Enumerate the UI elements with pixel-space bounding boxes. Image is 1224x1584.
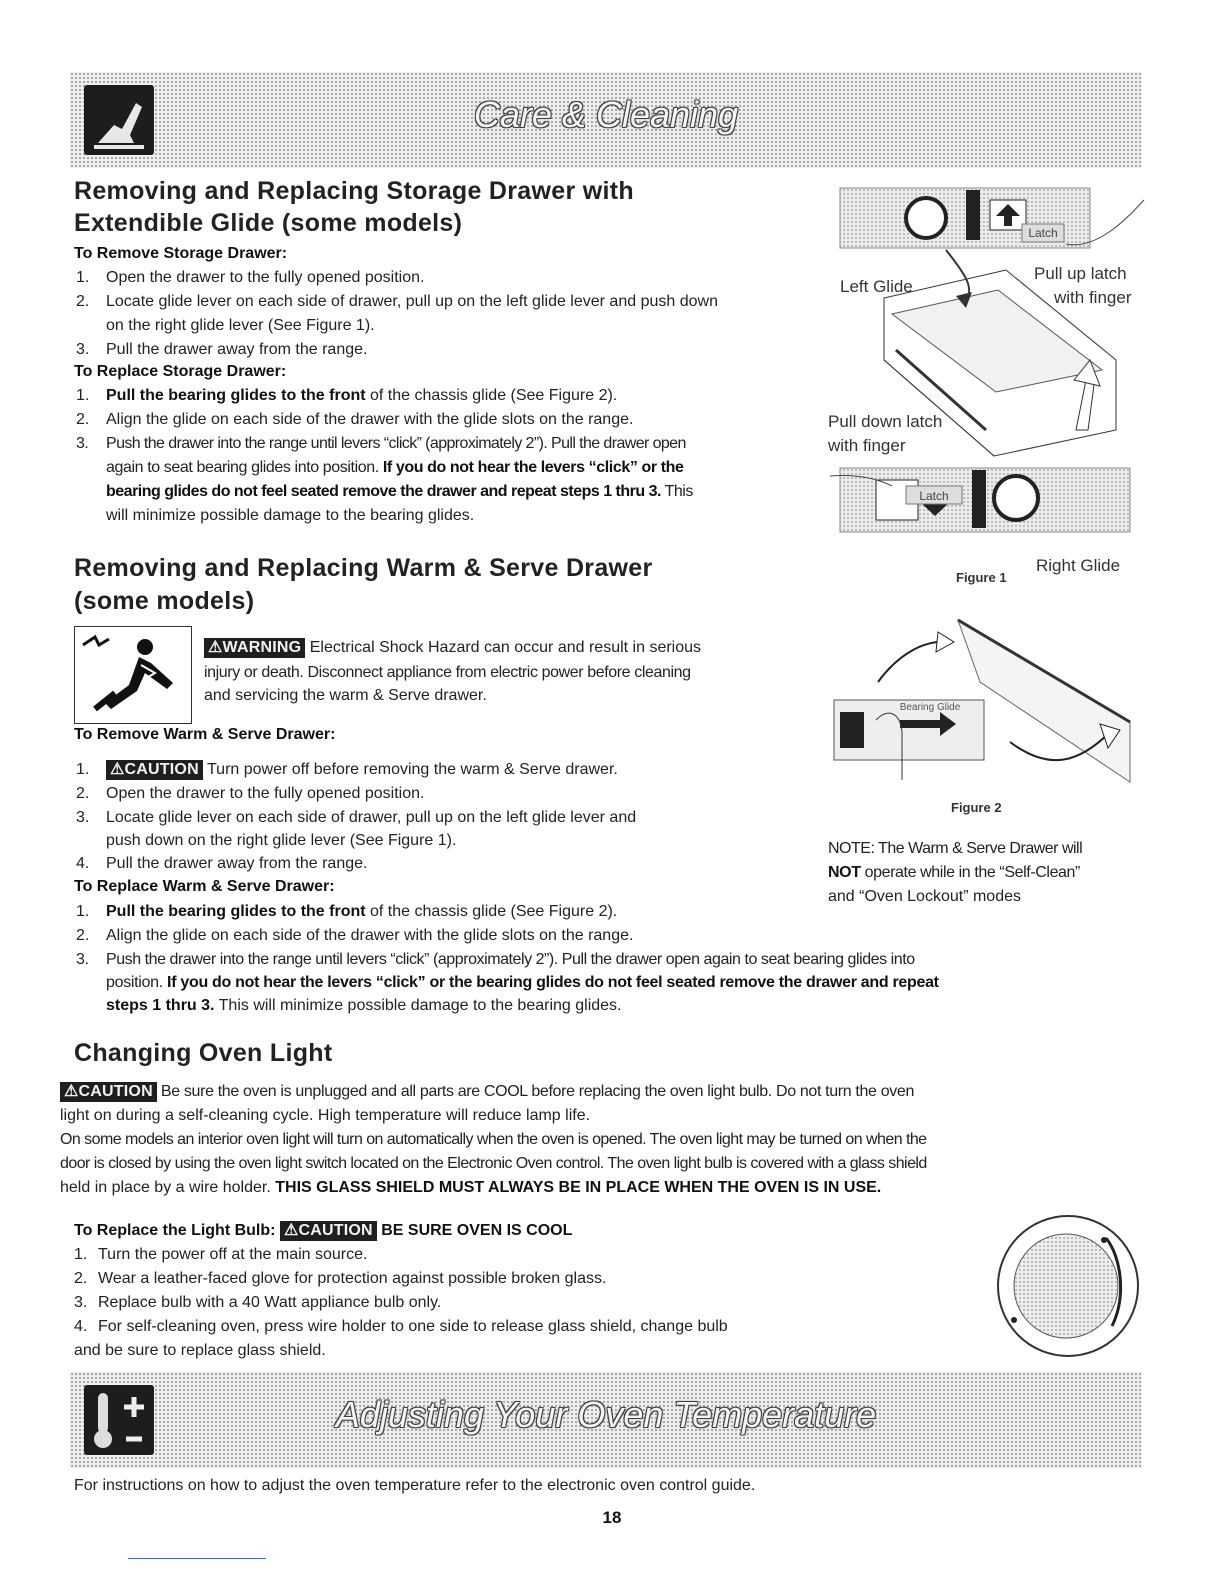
light-para-3: held in place by a wire holder. THIS GLASS SHIELD MUST ALWAYS BE IN PLACE WHEN THE OVEN IS IN USE. (60, 1179, 882, 1196)
storage-replace-step-3: 3. Push the drawer into the range until levers “click” (approximately 2”). Pull the drawer open (76, 435, 686, 452)
warm-remove-step-3: 3. Locate glide lever on each side of drawer, pull up on the left glide lever and (76, 809, 637, 826)
warm-replace-step-3: 3. Push the drawer into the range until levers “click” (approximately 2”). Pull the drawer open again to seat bearing glides into (76, 951, 915, 968)
latch-label-bottom: Latch (919, 489, 949, 503)
storage-heading-2: Extendible Glide (some models) (74, 209, 463, 237)
light-heading: Changing Oven Light (74, 1039, 333, 1067)
light-step-2: 2. Wear a leather-faced glove for protection against possible broken glass. (74, 1270, 607, 1287)
warm-remove-title: To Remove Warm & Serve Drawer: (74, 726, 336, 743)
figure-2-note-1: NOTE: The Warm & Serve Drawer will (828, 840, 1083, 857)
warm-heading-2: (some models) (74, 587, 255, 615)
figure-2-note-3: and “Oven Lockout” modes (828, 888, 1021, 905)
storage-remove-step: 2. Locate glide lever on each side of drawer, pull up on the left glide lever and push down (76, 293, 718, 310)
light-step-3: 3. Replace bulb with a 40 Watt appliance bulb only. (74, 1294, 442, 1311)
figure-1-pull-down-label-2: with finger (828, 436, 906, 455)
shock-hazard-icon (74, 626, 192, 724)
warning-line-3: and servicing the warm & Serve drawer. (204, 687, 487, 704)
warm-replace-step-2: 2. Align the glide on each side of the drawer with the glide slots on the range. (76, 927, 634, 944)
figure-2-drawing (830, 612, 1146, 792)
caution-badge: ⚠CAUTION (60, 1082, 157, 1102)
storage-replace-title: To Replace Storage Drawer: (74, 363, 287, 380)
section-title-care-cleaning: Care & Cleaning (473, 94, 739, 135)
warm-replace-step-3-cont: position. If you do not hear the levers “click” or the bearing glides do not feel seated remove the drawer and repeat (106, 974, 939, 991)
light-caution-1: ⚠CAUTION Be sure the oven is unplugged and all parts are COOL before replacing the oven light bulb. Do not turn the oven (60, 1082, 914, 1102)
caution-badge: ⚠CAUTION (280, 1221, 377, 1241)
storage-remove-step: 3. Pull the drawer away from the range. (76, 341, 368, 358)
warm-heading-1: Removing and Replacing Warm & Serve Drawer (74, 554, 653, 582)
light-bulb-shield-icon (994, 1208, 1144, 1362)
warning-line-2: injury or death. Disconnect appliance from electric power before cleaning (204, 664, 691, 681)
storage-remove-step: 1. Open the drawer to the fully opened position. (76, 269, 425, 286)
warning-badge: ⚠WARNING (204, 638, 305, 658)
storage-replace-step-3-cont: will minimize possible damage to the bearing glides. (106, 507, 475, 524)
light-replace-heading: To Replace the Light Bulb: ⚠CAUTION BE SURE OVEN IS COOL (74, 1222, 573, 1239)
warm-remove-step-2: 2. Open the drawer to the fully opened position. (76, 785, 425, 802)
section-title-oven-temperature: Adjusting Your Oven Temperature (335, 1394, 877, 1435)
figure-1-left-glide-label: Left Glide (840, 277, 913, 296)
light-step-1: 1. Turn the power off at the main source. (74, 1246, 368, 1263)
oven-temperature-banner (70, 1372, 1142, 1468)
warning-line-1: ⚠WARNING Electrical Shock Hazard can occur and result in serious (204, 638, 701, 658)
storage-remove-title: To Remove Storage Drawer: (74, 245, 288, 262)
warm-remove-step-1: 1. ⚠CAUTION Turn power off before removing the warm & Serve drawer. (76, 761, 618, 778)
bearing-glide-label: Bearing Glide (899, 702, 961, 713)
figure-1 (826, 180, 1146, 590)
storage-remove-step: on the right glide lever (See Figure 1). (106, 317, 375, 334)
light-caution-2: light on during a self-cleaning cycle. High temperature will reduce lamp life. (60, 1107, 591, 1124)
page-number: 18 (602, 1508, 622, 1527)
light-para-1: On some models an interior oven light will turn on automatically when the oven is opened. The oven light may be turned on when the (60, 1131, 927, 1148)
storage-replace-step-2: 2. Align the glide on each side of the drawer with the glide slots on the range. (76, 411, 634, 428)
warm-remove-step-3-cont: push down on the right glide lever (See Figure 1). (106, 832, 457, 849)
light-step-4: 4. For self-cleaning oven, press wire holder to one side to release glass shield, change bulb (74, 1318, 728, 1335)
oven-temperature-text: For instructions on how to adjust the oven temperature refer to the electronic oven control guide. (74, 1477, 756, 1494)
figure-1-pull-up-label-2: with finger (1054, 288, 1132, 307)
light-step-4-cont: and be sure to replace glass shield. (74, 1342, 326, 1359)
warm-replace-step-3-cont: steps 1 thru 3. This will minimize possible damage to the bearing glides. (106, 997, 622, 1014)
footer-rule (128, 1558, 266, 1559)
figure-1-pull-down-label-1: Pull down latch (828, 412, 943, 431)
figure-2-note-2: NOT operate while in the “Self-Clean” (828, 864, 1080, 881)
care-cleaning-banner (70, 72, 1142, 168)
storage-heading-1: Removing and Replacing Storage Drawer with (74, 177, 634, 205)
figure-1-drawing (826, 180, 1146, 590)
storage-replace-step-3-cont: bearing glides do not feel seated remove the drawer and repeat steps 1 thru 3. This (106, 483, 693, 500)
warm-replace-step-1: 1. Pull the bearing glides to the front of the chassis glide (See Figure 2). (76, 903, 618, 920)
light-para-2: door is closed by using the oven light switch located on the Electronic Oven control. The oven light bulb is covered with a glass shield (60, 1155, 927, 1172)
figure-2-caption: Figure 2 (951, 800, 1002, 815)
warm-remove-step-4: 4. Pull the drawer away from the range. (76, 855, 368, 872)
figure-1-right-glide-label: Right Glide (1036, 556, 1121, 575)
caution-badge: ⚠CAUTION (106, 760, 203, 780)
figure-1-caption: Figure 1 (956, 570, 1007, 585)
storage-replace-step-3-cont: again to seat bearing glides into position. If you do not hear the levers “click” or the (106, 459, 684, 476)
figure-2 (830, 612, 1146, 912)
warm-replace-title: To Replace Warm & Serve Drawer: (74, 878, 335, 895)
storage-replace-step-1: 1. Pull the bearing glides to the front of the chassis glide (See Figure 2). (76, 387, 618, 404)
figure-1-pull-up-label-1: Pull up latch (1034, 264, 1127, 283)
latch-label-top: Latch (1028, 226, 1058, 240)
